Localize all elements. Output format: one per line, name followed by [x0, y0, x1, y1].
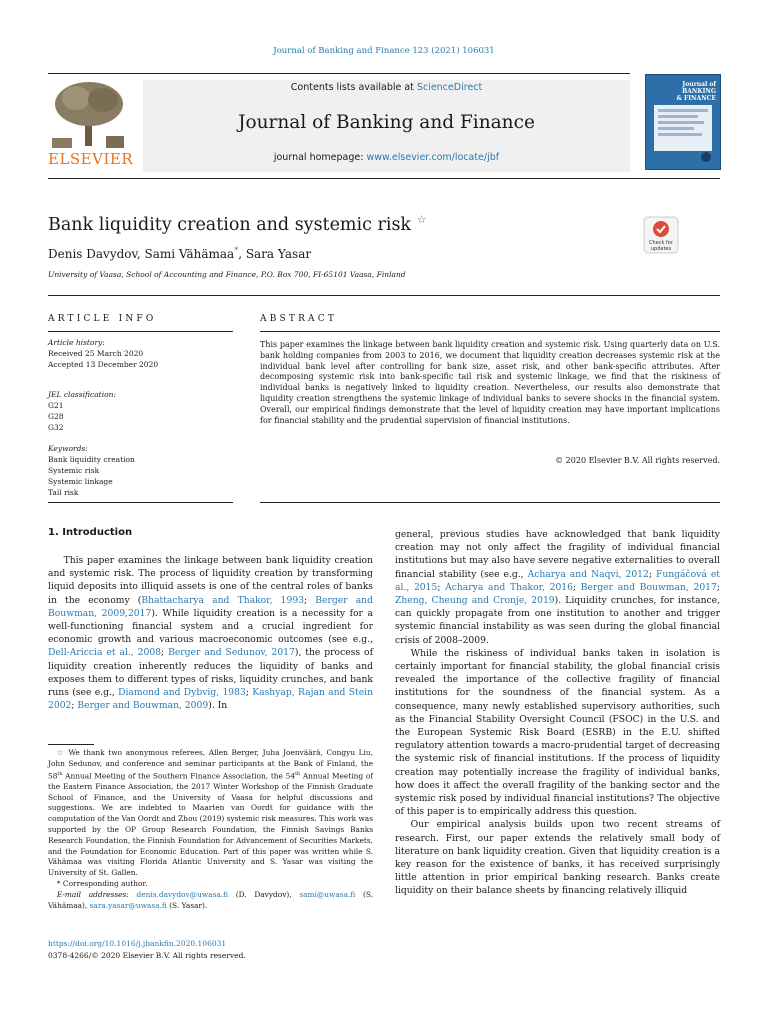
issn-line: 0378-4266/© 2020 Elsevier B.V. All rights reserved.: [48, 950, 246, 960]
check-for-updates-badge[interactable]: [643, 216, 679, 254]
jel-code: G21: [48, 401, 64, 410]
footnote-star: ☆: [56, 748, 65, 757]
check-updates-line1: Check for: [649, 240, 673, 246]
citation-link[interactable]: Kashyap, Rajan and Stein 2002: [48, 687, 373, 712]
text-run: ;: [245, 687, 253, 699]
accepted-date: Accepted 13 December 2020: [48, 360, 159, 369]
received-date: Received 25 March 2020: [48, 349, 144, 358]
paragraph: [395, 528, 720, 647]
affiliation: University of Vaasa, School of Accounting and Finance, P.O. Box 700, FI-65101 Vaasa, Finland: [48, 270, 406, 279]
section-heading-introduction: 1. Introduction: [48, 527, 133, 538]
email-link[interactable]: denis.davydov@uwasa.fi: [136, 889, 229, 899]
abstract-heading: ABSTRACT: [260, 314, 338, 324]
check-for-updates-icon: [643, 216, 679, 254]
paper-title: [48, 213, 427, 235]
title-footnote-star[interactable]: ☆: [416, 213, 427, 226]
history-label: Article history:: [48, 338, 105, 347]
cover-title-line: & FINANCE: [676, 95, 716, 102]
text-run: ), the process of liquidity creation inherently reduces the liquidity of banks and exposes them to different types of risks, liquidity crunches, and bank runs (see e.g.,: [48, 647, 373, 699]
text-run: ;: [572, 581, 581, 593]
superscript: th: [295, 771, 301, 777]
text-run: ). In: [208, 700, 228, 712]
citation-link[interactable]: Zheng, Cheung and Cronje, 2019: [395, 595, 555, 607]
contents-prefix: Contents lists available at: [290, 82, 417, 93]
citation-link[interactable]: Berger and Bouwman, 2009,2017: [48, 594, 373, 619]
check-updates-line2: updates: [650, 246, 672, 252]
citation-link[interactable]: Diamond and Dybvig, 1983: [118, 687, 246, 699]
text-run: ;: [648, 568, 656, 580]
doi-link[interactable]: https://doi.org/10.1016/j.jbankfin.2020.106031: [48, 939, 227, 948]
citation-link[interactable]: Fungáčová et al., 2015: [395, 568, 720, 593]
footnote-emails: [48, 890, 373, 912]
article-history: [48, 337, 228, 370]
text-run: Corresponding author.: [60, 879, 148, 889]
jel-code: G28: [48, 412, 64, 421]
journal-cover-thumbnail[interactable]: [645, 74, 721, 170]
text-run: Annual Meeting of the Southern Finance Association, the 54: [62, 771, 296, 781]
doi-block: [48, 938, 246, 961]
keyword: Systemic linkage: [48, 477, 113, 486]
text-run: This paper examines the linkage between bank liquidity creation and systemic risk. The process of liquidity creation by transforming liquid deposits into illiquid assets is one of the central roles of banks in the economy (: [48, 555, 373, 606]
elsevier-tree-icon: [48, 78, 130, 150]
author-list: [48, 246, 311, 261]
header-rule: [48, 178, 720, 179]
footnote-corresponding: [48, 879, 373, 890]
footnote-rule: [48, 744, 94, 745]
homepage-line: [143, 152, 630, 163]
keyword: Bank liquidity creation: [48, 455, 135, 464]
text-run: ;: [304, 594, 316, 606]
text-run: ;: [716, 581, 720, 593]
cover-title-line: Journal of: [682, 81, 716, 88]
citation-link[interactable]: Berger and Sedunov, 2017: [168, 647, 295, 659]
section-rule: [48, 295, 720, 296]
section-rule: [260, 502, 720, 503]
journal-homepage-link[interactable]: www.elsevier.com/locate/jbf: [366, 152, 500, 163]
jel-code: G32: [48, 423, 64, 432]
text-run: ;: [161, 647, 169, 659]
keyword: Systemic risk: [48, 466, 100, 475]
article-info-heading: ARTICLE INFO: [48, 314, 157, 324]
authors-text: , Sara Yasar: [238, 247, 312, 261]
text-run: We thank two anonymous referees, Allen Berger, Juha Joenväärä, Congyu Liu, John Sedunov, and conference and seminar participants at the Bank of Finland, the 58: [48, 748, 373, 781]
text-run: ). While liquidity creation is a necessity for a well-functioning financial system and a crucial ingredient for economic growth and various macroeconomic outcomes (see e.g.,: [48, 607, 373, 646]
paragraph: Our empirical analysis builds upon two recent streams of research. First, our paper extends the relatively small body of literature on bank liquidity creation. Given that liquidity creation is a key reason for the existence of banks, it has received surprisingly little attention in prior empirical banking research. Banks create liquidity on their balance sheets by financing relatively illiquid: [395, 819, 720, 897]
abstract-text: This paper examines the linkage between bank liquidity creation and systemic risk. Using quarterly data on U.S. bank holding companies from 2003 to 2016, we document that liquidity creation decreases systemic risk at the individual bank level after controlling for bank size, asset risk, and other bank-specific attributes. After decomposing systemic risk into bank-specific tail risk and systemic linkage, we find that the riskiness of individual banks is negatively linked to liquidity creation. Nevertheless, our results also demonstrate that liquidity creation strengthens the systemic linkage of individual banks to severe shocks in the financial system. Overall, our empirical findings demonstrate that the level of liquidity creation may have important implications for financial stability and the prudential supervision of financial institutions.: [260, 340, 720, 425]
elsevier-logo[interactable]: [48, 78, 134, 170]
paragraph: [48, 554, 373, 712]
footnotes: [48, 748, 373, 911]
keyword: Tail risk: [48, 488, 79, 497]
citation-link[interactable]: Acharya and Naqvi, 2012: [527, 568, 649, 580]
footnote-star: *: [56, 879, 61, 889]
publisher-name: ELSEVIER: [48, 150, 134, 168]
text-run: general, previous studies have acknowledged that bank liquidity creation may not only affect the fragility of individual financial institutions but may also have severe negative externalities to overall financial stability (see e.g.,: [395, 529, 720, 580]
cover-title-line: BANKING: [682, 88, 716, 95]
email-link[interactable]: sami@uwasa.fi: [299, 889, 356, 899]
superscript: th: [57, 771, 63, 777]
keywords-label: Keywords:: [48, 444, 88, 453]
jel-label: JEL classification:: [48, 390, 116, 399]
copyright-line: © 2020 Elsevier B.V. All rights reserved.: [555, 456, 720, 465]
authors-text: Denis Davydov, Sami Vähämaa: [48, 247, 235, 261]
jel-classification: [48, 389, 228, 433]
text-run: ;: [437, 581, 446, 593]
email-label: E-mail addresses:: [56, 889, 137, 899]
homepage-prefix: journal homepage:: [273, 152, 367, 163]
paragraph: While the riskiness of individual banks taken in isolation is certainly important for financial stability, the global financial crisis revealed the importance of the collective fragility of financial institutions for the soundness of the financial system. As a consequence, many newly established supervisory authorities, such as the Financial Stability Oversight Council (FSOC) in the U.S. and the European Systemic Risk Board (ESRB) in the E.U. shifted regulatory attention towards a macro-prudential target of decreasing the systemic risk of financial institutions. If the process of liquidity creation may potentially increase the fragility of individual banks, how does it affect the overall fragility of the banking sector and the systemic risk posed by individual financial institutions? The objective of this paper is to empirically address this question.: [395, 647, 720, 818]
text-run: (S. Yasar).: [166, 900, 208, 910]
header-rule: [48, 73, 630, 74]
journal-title: Journal of Banking and Finance: [238, 112, 535, 133]
section-rule: [48, 502, 233, 503]
cover-art-icon: [646, 75, 720, 169]
intro-left-column: [48, 554, 373, 712]
footnote-acknowledgements: [48, 748, 373, 879]
citation-link[interactable]: Acharya and Thakor, 2016: [445, 581, 573, 593]
corresponding-author-star[interactable]: *: [234, 246, 239, 255]
text-run: ;: [71, 700, 78, 712]
intro-right-column: [395, 528, 720, 898]
citation-link[interactable]: Dell-Ariccia et al., 2008: [48, 647, 162, 659]
text-run: (D. Davydov),: [228, 889, 300, 899]
text-run: (S. Vähämaa),: [48, 889, 373, 910]
section-rule: [48, 331, 233, 332]
text-run: Annual Meeting of the Eastern Finance Association, the 2017 Winter Workshop of the Finnish Graduate School of Finance, and the University of Vaasa for helpful discussions and suggestions. We are indebted to Maarten van Oordt for guidance with the computation of the Van Oordt and Zhou (2019) systemic risk measures. This work was supported by the OP Group Research Foundation, the Finnish Savings Banks Research Foundation, the Finnish Foundation for Advancement of Securities Markets, and the Foundation for Economic Education. Part of this paper was written while S. Vähämaa was visiting Florida Atlantic University and S. Yasar was visiting the University of St. Gallen.: [48, 771, 373, 878]
citation-link[interactable]: Berger and Bouwman, 2017: [580, 581, 717, 593]
email-link[interactable]: sara.yasar@uwasa.fi: [89, 900, 167, 910]
keywords: [48, 443, 228, 498]
journal-citation-link[interactable]: Journal of Banking and Finance 123 (2021) 106031: [273, 46, 495, 56]
citation-link[interactable]: Bhattacharya and Thakor, 1993: [141, 594, 305, 606]
sciencedirect-link[interactable]: ScienceDirect: [416, 82, 483, 93]
contents-line: [143, 82, 630, 93]
text-run: ). Liquidity crunches, for instance, can quickly propagate from one institution to another and trigger systemic financial instability as was seen during the global financial crisis of 2008–2009.: [395, 595, 720, 646]
citation-link[interactable]: Berger and Bouwman, 2009: [77, 700, 209, 712]
paper-title-text: Bank liquidity creation and systemic risk: [48, 214, 412, 235]
section-rule: [260, 331, 720, 332]
